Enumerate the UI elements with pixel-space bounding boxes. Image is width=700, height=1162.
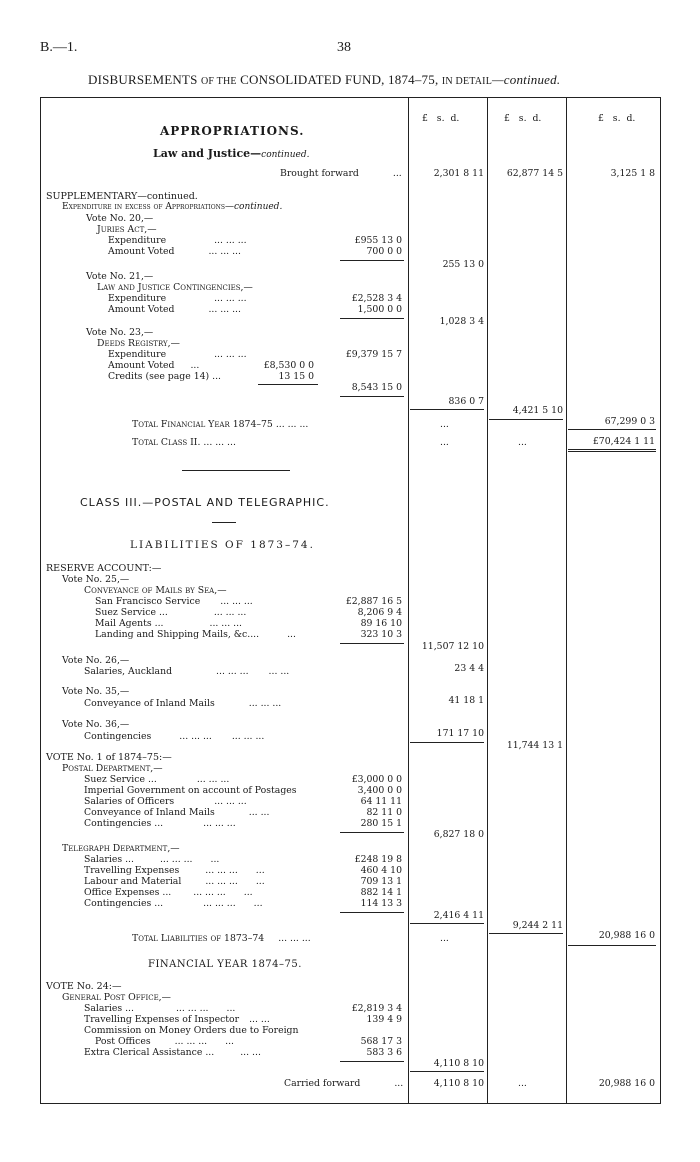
sf-service-amount: £2,887 16 5 (345, 596, 402, 607)
g-post-offices-label: Post Offices ... ... ... ... (95, 1036, 235, 1047)
table-top-rule (40, 97, 660, 98)
column-divider-2 (487, 97, 488, 1104)
vote-1-col2-total: 9,244 2 11 (512, 920, 563, 931)
document-ref: B.—1. (40, 40, 78, 55)
table-left-rule (40, 97, 41, 1104)
col1-rule-vote1 (410, 923, 484, 924)
t-cont-amount: 114 13 3 (360, 898, 402, 909)
g-salaries-amount: £2,819 3 4 (351, 1003, 402, 1014)
gpo-label: General Post Office,— (62, 992, 171, 1003)
g-extra-amount: 583 3 6 (366, 1047, 402, 1058)
supplementary-col2-total: 4,421 5 10 (512, 405, 563, 416)
col1-rule-reserve (410, 742, 484, 743)
carried-forward-col3: 20,988 16 0 (598, 1078, 655, 1089)
g-salaries-label: Salaries ... ... ... ... ... (84, 1003, 236, 1014)
postal-dept-label: Postal Department,— (62, 763, 163, 774)
gpo-rule (340, 1061, 404, 1062)
landing-label: Landing and Shipping Mails, &c.... ... (95, 629, 296, 640)
page-number: 38 (337, 40, 351, 55)
vote-23-net: 836 0 7 (448, 396, 484, 407)
law-justice-heading: Law and Justice—continued. (153, 147, 310, 160)
vote-23-credits-amount: 13 15 0 (278, 371, 314, 382)
col2-currency-header: £ s. d. (504, 113, 542, 124)
mail-agents-amount: 89 16 10 (360, 618, 402, 629)
col3-currency-header: £ s. d. (598, 113, 636, 124)
vote-23-expenditure-label: Expenditure ... ... ... (108, 349, 247, 360)
p-inland-amount: 82 11 0 (366, 807, 402, 818)
total-liab-col1-dots: ... (440, 933, 449, 944)
class-3-heading: CLASS III.—POSTAL AND TELEGRAPHIC. (80, 496, 330, 509)
total-class2-col1-dots: ... (440, 437, 449, 448)
t-salaries-label: Salaries ... ... ... ... ... (84, 854, 220, 865)
t-office-amount: 882 14 1 (360, 887, 402, 898)
suez-service-amount: 8,206 9 4 (357, 607, 402, 618)
section-separator (182, 470, 290, 471)
suez-service-label: Suez Service ... ... ... ... (95, 607, 247, 618)
vote-23-voted-label: Amount Voted ... (108, 360, 200, 371)
class-3-rule (212, 522, 236, 523)
vote-25-rule (340, 643, 404, 644)
total-liabilities-label: Total Liabilities of 1873–74 ... ... ... (132, 933, 311, 944)
g-travel-label: Travelling Expenses of Inspector ... ... (84, 1014, 270, 1025)
appropriations-heading: APPROPRIATIONS. (160, 124, 305, 138)
vote-20-rule (340, 260, 404, 261)
vote-26-label: Vote No. 26,— (62, 655, 130, 666)
g-travel-amount: 139 4 9 (366, 1014, 402, 1025)
p-imperial-amount: 3,400 0 0 (357, 785, 402, 796)
brought-forward-col2: 62,877 14 5 (506, 168, 563, 179)
p-suez-label: Suez Service ... ... ... ... (84, 774, 230, 785)
total-class2-col2-dots: ... (518, 437, 527, 448)
total-class-2-label: Total Class II. ... ... ... (132, 437, 236, 448)
telegraph-dept-label: Telegraph Department,— (62, 843, 180, 854)
g-extra-label: Extra Clerical Assistance ... ... ... (84, 1047, 261, 1058)
contingencies-36-label: Contingencies ... ... ... ... ... ... (84, 731, 265, 742)
law-contingencies-label: Law and Justice Contingencies,— (97, 282, 253, 293)
g-commission-amount: 568 17 3 (360, 1036, 402, 1047)
col1-currency-header: £ s. d. (422, 113, 460, 124)
column-divider-1 (408, 97, 409, 1104)
conveyance-inland-label: Conveyance of Inland Mails ... ... ... (84, 698, 282, 709)
vote-35-label: Vote No. 35,— (62, 686, 130, 697)
salaries-auckland-label: Salaries, Auckland ... ... ... ... ... (84, 666, 290, 677)
mail-agents-label: Mail Agents ... ... ... ... (95, 618, 242, 629)
supplementary-heading: SUPPLEMENTARY—continued. (46, 191, 198, 202)
t-travel-label: Travelling Expenses ... ... ... ... (84, 865, 265, 876)
liabilities-heading: LIABILITIES OF 1873–74. (130, 539, 315, 551)
total-financial-year-label: Total Financial Year 1874–75 ... ... ... (132, 419, 309, 430)
t-labour-label: Labour and Material ... ... ... ... (84, 876, 265, 887)
conveyance-sea-label: Conveyance of Mails by Sea,— (84, 585, 227, 596)
vote-23-credits-rule (258, 384, 318, 385)
gpo-net: 4,110 8 10 (433, 1058, 484, 1069)
total-financial-year-col3: 67,299 0 3 (604, 416, 655, 427)
column-divider-3 (566, 97, 567, 1104)
financial-year-heading: FINANCIAL YEAR 1874–75. (148, 959, 302, 970)
reserve-account-label: RESERVE ACCOUNT:— (46, 563, 162, 574)
vote-21-label: Vote No. 21,— (86, 271, 154, 282)
vote-23-credits-label: Credits (see page 14) ... (108, 371, 222, 382)
t-office-label: Office Expenses ... ... ... ... ... (84, 887, 253, 898)
brought-forward-col3: 3,125 1 8 (610, 168, 655, 179)
p-imperial-label: Imperial Government on account of Postages (84, 785, 297, 796)
vote-23-label: Vote No. 23,— (86, 327, 154, 338)
vote-21-voted-amount: 1,500 0 0 (357, 304, 402, 315)
vote-36-label: Vote No. 36,— (62, 719, 130, 730)
excess-heading: Expenditure in excess of Appropriations—continued. (62, 202, 283, 212)
vote-25-net: 11,507 12 10 (421, 641, 484, 652)
vote-26-net: 23 4 4 (454, 663, 484, 674)
page-title: DISBURSEMENTS OF THE CONSOLIDATED FUND, 1874–75, IN DETAIL—continued. (88, 72, 561, 87)
vote-23-rule (340, 396, 404, 397)
col2-rule-supp (489, 419, 563, 420)
p-salaries-label: Salaries of Officers ... ... ... (84, 796, 247, 807)
vote-24-label: VOTE No. 24:— (46, 981, 122, 992)
reserve-col2-total: 11,744 13 1 (506, 740, 563, 751)
col3-rule-liab (568, 945, 656, 946)
total-class-2-col3: £70,424 1 11 (592, 436, 655, 447)
vote-21-net: 1,028 3 4 (439, 316, 484, 327)
table-bottom-rule (40, 1103, 660, 1104)
p-salaries-amount: 64 11 11 (360, 796, 402, 807)
vote-20-voted-amount: 700 0 0 (366, 246, 402, 257)
vote-20-label: Vote No. 20,— (86, 213, 154, 224)
t-travel-amount: 460 4 10 (360, 865, 402, 876)
carried-forward-col1: 4,110 8 10 (433, 1078, 484, 1089)
postal-rule (340, 832, 404, 833)
total-fy-col1-dots: ... (440, 419, 449, 430)
t-salaries-amount: £248 19 8 (354, 854, 402, 865)
postal-net: 6,827 18 0 (433, 829, 484, 840)
col3-rule-class2-a (568, 449, 656, 450)
brought-forward-col1: 2,301 8 11 (433, 168, 484, 179)
p-inland-label: Conveyance of Inland Mails ... ... (84, 807, 270, 818)
vote-21-expenditure-label: Expenditure ... ... ... (108, 293, 247, 304)
carried-forward-label: Carried forward ... (284, 1078, 404, 1089)
t-cont-label: Contingencies ... ... ... ... ... (84, 898, 263, 909)
vote-21-expenditure-amount: £2,528 3 4 (351, 293, 402, 304)
g-commission-label: Commission on Money Orders due to Foreign (84, 1025, 299, 1036)
vote-23-expenditure-amount: £9,379 15 7 (345, 349, 402, 360)
vote-1-label: VOTE No. 1 of 1874–75:— (46, 752, 172, 763)
telegraph-net: 2,416 4 11 (433, 910, 484, 921)
carried-forward-col2-dots: ... (518, 1078, 527, 1089)
vote-21-voted-label: Amount Voted ... ... ... (108, 304, 241, 315)
vote-25-label: Vote No. 25,— (62, 574, 130, 585)
juries-act-label: Juries Act,— (97, 224, 157, 235)
vote-23-voted-amount: £8,530 0 0 (263, 360, 314, 371)
vote-20-expenditure-label: Expenditure ... ... ... (108, 235, 247, 246)
vote-20-voted-label: Amount Voted ... ... ... (108, 246, 241, 257)
p-cont-amount: 280 15 1 (360, 818, 402, 829)
brought-forward-label: Brought forward ... (280, 168, 402, 179)
col3-rule-fy (568, 429, 656, 430)
vote-35-net: 41 18 1 (448, 695, 484, 706)
table-right-rule (660, 97, 661, 1104)
sf-service-label: San Francisco Service ... ... ... (95, 596, 253, 607)
col3-rule-class2-b (568, 451, 656, 452)
col1-rule-cf (410, 1071, 484, 1072)
vote-36-net: 171 17 10 (436, 728, 484, 739)
telegraph-rule (340, 912, 404, 913)
vote-21-rule (340, 318, 404, 319)
t-labour-amount: 709 13 1 (360, 876, 402, 887)
col1-rule-supp (410, 409, 484, 410)
deeds-registry-label: Deeds Registry,— (97, 338, 180, 349)
p-cont-label: Contingencies ... ... ... ... (84, 818, 236, 829)
vote-23-subtotal: 8,543 15 0 (351, 382, 402, 393)
col2-rule-vote1 (489, 933, 563, 934)
vote-20-net: 255 13 0 (442, 259, 484, 270)
total-liabilities-col3: 20,988 16 0 (598, 930, 655, 941)
p-suez-amount: £3,000 0 0 (351, 774, 402, 785)
landing-amount: 323 10 3 (360, 629, 402, 640)
vote-20-expenditure-amount: £955 13 0 (354, 235, 402, 246)
